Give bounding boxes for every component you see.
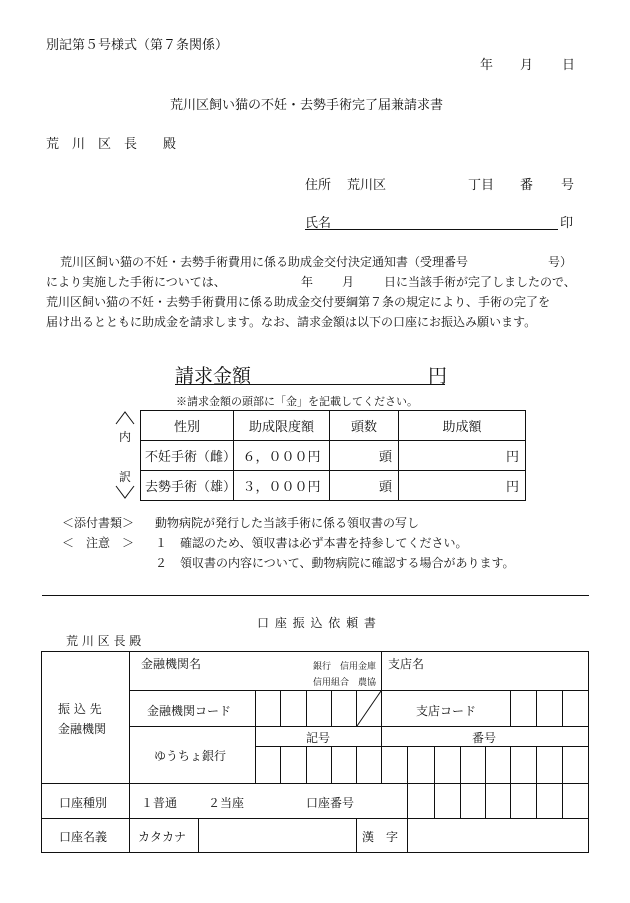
row-count-field[interactable]: 頭	[330, 441, 399, 471]
row-sex: 去勢手術（雄）	[141, 471, 234, 501]
note-1-text: 確認のため、領収書は必ず本書を持参してください。	[180, 536, 468, 550]
row-limit: ３，０００円	[234, 471, 330, 501]
kigo-label: 記号	[306, 731, 331, 745]
address-chome: 丁目	[468, 178, 495, 193]
katakana-label: カタカナ	[138, 830, 187, 844]
date-month-label: 月	[520, 58, 534, 73]
document-title: 荒川区飼い猫の不妊・去勢手術完了届兼請求書	[170, 98, 444, 113]
breakdown-side-bottom: 訳	[119, 470, 132, 484]
addressee: 荒 川 区 長 殿	[46, 137, 177, 152]
body-line-2-month: 月	[342, 275, 355, 289]
bank-name-label: 金融機関名	[141, 657, 202, 671]
holder-label: 口座名義	[59, 830, 108, 844]
header-sex: 性別	[141, 411, 234, 441]
header-limit: 助成限度額	[234, 411, 330, 441]
body-line-4: 届け出るとともに助成金を請求します。なお、請求金額は以下の口座にお振込み願います。	[46, 315, 537, 329]
breakdown-bracket	[114, 410, 136, 500]
note-2-number: ２	[155, 556, 168, 570]
claim-amount-underline	[175, 384, 445, 385]
dest-label-2: 金融機関	[58, 722, 107, 736]
dest-label-1: 振 込 先	[58, 702, 102, 716]
body-line-1-end: 号）	[548, 255, 573, 269]
breakdown-header-row	[141, 411, 526, 441]
branch-code-label: 支店コード	[416, 704, 477, 718]
bango-label: 番号	[472, 731, 497, 745]
note-2-text: 領収書の内容について、動物病院に確認する場合があります。	[180, 556, 515, 570]
body-line-2: により実施した手術については、	[46, 275, 226, 289]
claim-amount-unit: 円	[428, 365, 448, 387]
table-row	[141, 471, 526, 501]
form-label: 別記第５号様式（第７条関係）	[46, 38, 229, 53]
bank-types-2: 信用組合 農協	[313, 678, 377, 688]
header-count: 頭数	[330, 411, 399, 441]
date-day-label: 日	[562, 58, 576, 73]
address-label: 住所	[305, 178, 332, 193]
bank-types-1: 銀行 信用金庫	[313, 662, 377, 672]
transfer-addressee: 荒 川 区 長 殿	[66, 634, 142, 648]
account-type-1[interactable]: １普通	[141, 796, 178, 810]
table-row	[141, 441, 526, 471]
note-1-number: １	[155, 536, 168, 550]
breakdown-side-top: 内	[119, 430, 132, 444]
bank-code-label: 金融機関コード	[147, 704, 232, 718]
row-sex: 不妊手術（雌）	[141, 441, 234, 471]
section-divider	[42, 595, 589, 596]
kanji-label: 漢 字	[362, 830, 399, 844]
row-amount-field[interactable]: 円	[399, 441, 526, 471]
breakdown-table	[140, 410, 526, 501]
account-number-label: 口座番号	[306, 796, 355, 810]
row-count-field[interactable]: 頭	[330, 471, 399, 501]
body-line-2-end: 日に当該手術が完了しましたので、	[384, 275, 576, 289]
name-underline	[305, 229, 558, 230]
row-limit: ６，０００円	[234, 441, 330, 471]
attachments-label: ＜添付書類＞	[62, 516, 135, 530]
attachments-text: 動物病院が発行した当該手術に係る領収書の写し	[155, 516, 420, 530]
address-ward: 荒川区	[347, 178, 387, 193]
address-go: 号	[561, 178, 575, 193]
body-line-2-year: 年	[301, 275, 314, 289]
date-year-label: 年	[480, 58, 494, 73]
notes-label: ＜ 注意 ＞	[62, 536, 135, 550]
branch-name-label: 支店名	[388, 657, 425, 671]
body-line-3: 荒川区飼い猫の不妊・去勢手術費用に係る助成金交付要綱第７条の規定により、手術の完了を	[46, 295, 551, 309]
yucho-label: ゆうちょ銀行	[154, 749, 227, 763]
seal-mark: 印	[560, 216, 574, 231]
address-banchi: 番	[520, 178, 534, 193]
bank-code-slash	[356, 690, 382, 727]
name-label: 氏名	[305, 216, 332, 231]
header-amount: 助成額	[399, 411, 526, 441]
claim-note: ※請求金額の頭部に「金」を記載してください。	[176, 395, 418, 408]
account-type-label: 口座種別	[59, 796, 108, 810]
transfer-title: 口 座 振 込 依 頼 書	[257, 616, 377, 630]
row-amount-field[interactable]: 円	[399, 471, 526, 501]
body-line-1: 荒川区飼い猫の不妊・去勢手術費用に係る助成金交付決定通知書（受理番号	[60, 255, 469, 269]
account-type-2[interactable]: ２当座	[208, 796, 245, 810]
claim-amount-label: 請求金額	[175, 365, 252, 387]
